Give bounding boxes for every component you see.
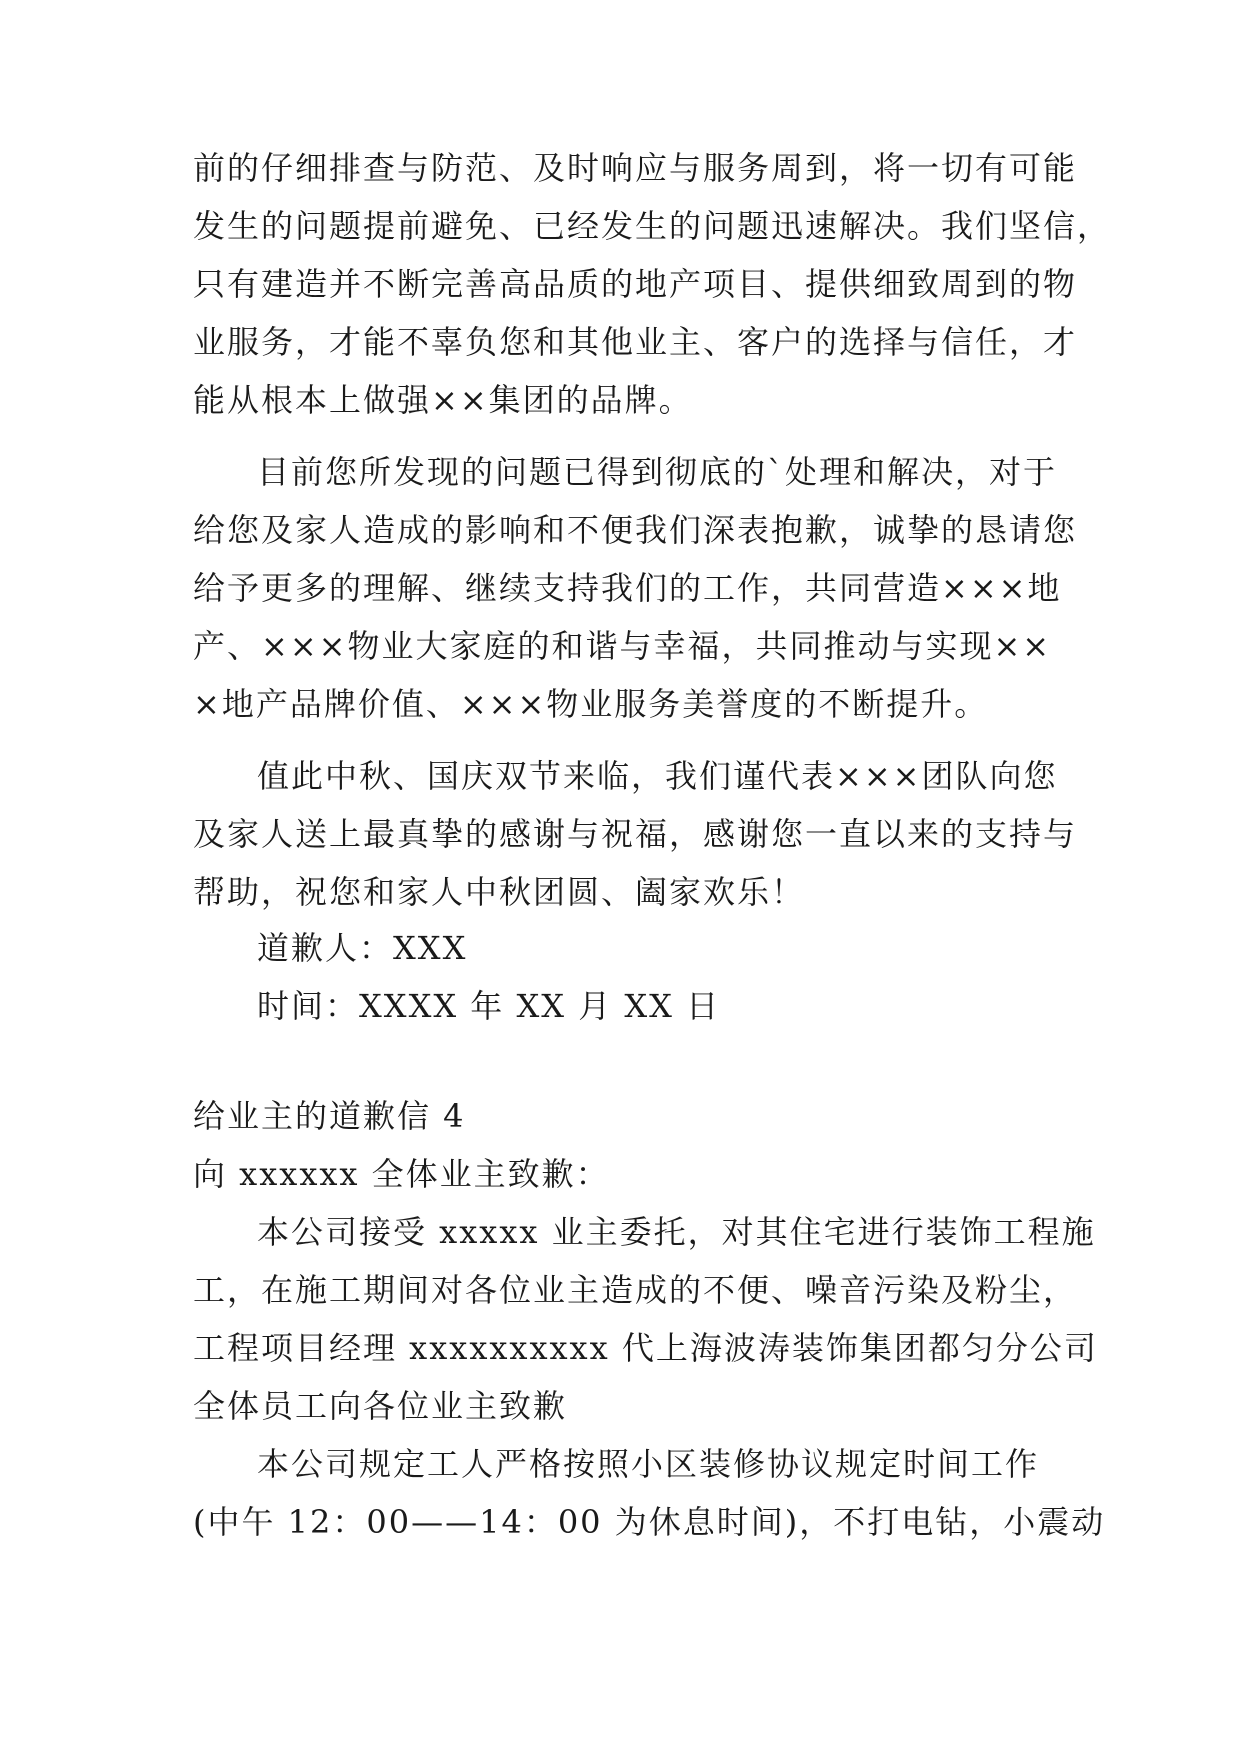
date-line: 时间：XXXX 年 XX 月 XX 日 xyxy=(257,987,721,1025)
section-title: 给业主的道歉信 4 xyxy=(193,1097,466,1135)
paragraph-line: 给您及家人造成的影响和不便我们深表抱歉，诚挚的恳请您 xyxy=(193,511,1078,549)
paragraph-line: ×地产品牌价值、×××物业服务美誉度的不断提升。 xyxy=(193,685,989,723)
paragraph-line: 前的仔细排查与防范、及时响应与服务周到，将一切有可能 xyxy=(193,149,1078,187)
paragraph-line: 能从根本上做强××集团的品牌。 xyxy=(193,381,693,419)
paragraph-line: 产、×××物业大家庭的和谐与幸福，共同推动与实现×× xyxy=(193,627,1052,665)
paragraph-line: 本公司接受 xxxxx 业主委托，对其住宅进行装饰工程施 xyxy=(257,1213,1096,1251)
paragraph-line: 给予更多的理解、继续支持我们的工作，共同营造×××地 xyxy=(193,569,1062,607)
paragraph-line: 发生的问题提前避免、已经发生的问题迅速解决。我们坚信， xyxy=(193,207,1112,245)
paragraph-line: 目前您所发现的问题已得到彻底的`处理和解决，对于 xyxy=(257,453,1058,491)
paragraph-line: 帮助，祝您和家人中秋团圆、阖家欢乐！ xyxy=(193,873,806,911)
paragraph-line: 工程项目经理 xxxxxxxxxx 代上海波涛装饰集团都匀分公司 xyxy=(193,1329,1098,1367)
paragraph-line: 本公司规定工人严格按照小区装修协议规定时间工作 xyxy=(257,1445,1040,1483)
paragraph-line: 值此中秋、国庆双节来临，我们谨代表×××团队向您 xyxy=(257,757,1058,795)
paragraph-line: 全体员工向各位业主致歉 xyxy=(193,1387,568,1425)
paragraph-line: 只有建造并不断完善高品质的地产项目、提供细致周到的物 xyxy=(193,265,1078,303)
paragraph-line: (中午 12：00——14：00 为休息时间)，不打电钻，小震动 xyxy=(193,1503,1106,1541)
paragraph-line: 工，在施工期间对各位业主造成的不便、噪音污染及粉尘， xyxy=(193,1271,1078,1309)
paragraph-line: 及家人送上最真挚的感谢与祝福，感谢您一直以来的支持与 xyxy=(193,815,1078,853)
salutation: 向 xxxxxx 全体业主致歉： xyxy=(193,1155,610,1193)
signer-line: 道歉人：XXX xyxy=(257,929,468,967)
paragraph-line: 业服务，才能不辜负您和其他业主、客户的选择与信任，才 xyxy=(193,323,1078,361)
